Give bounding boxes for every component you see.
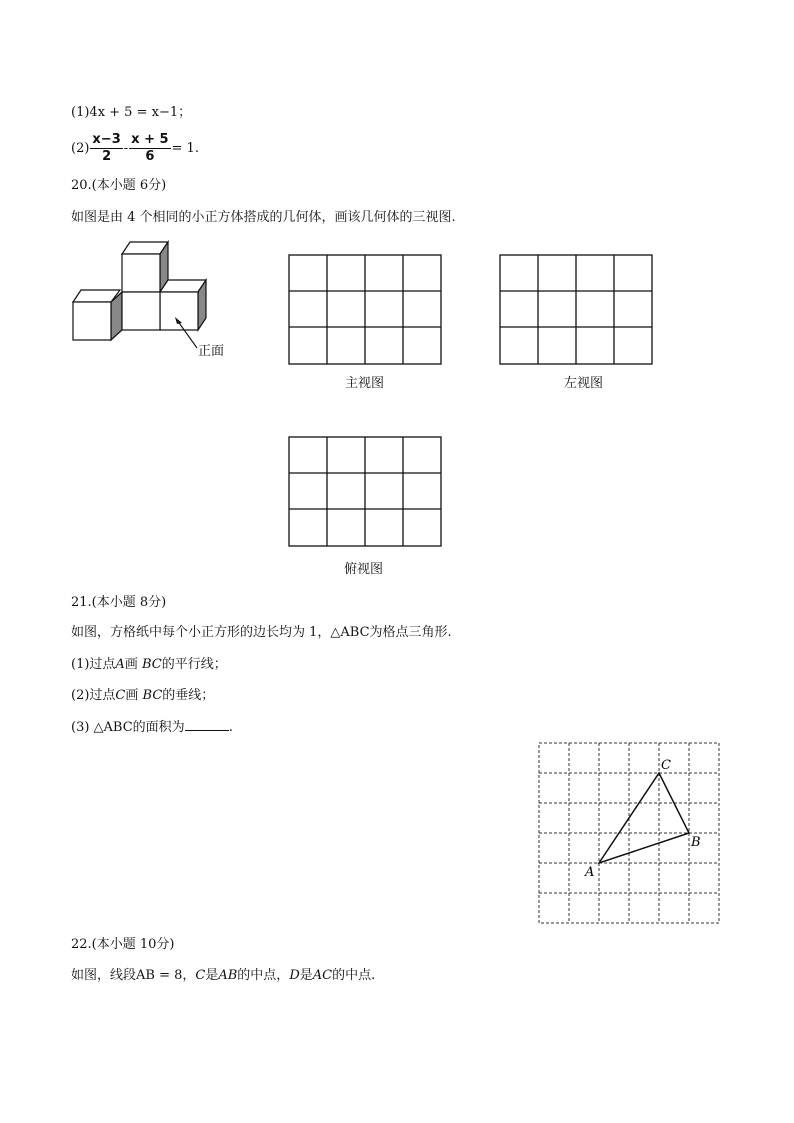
- segment-bc-2: BC: [142, 688, 163, 703]
- q22-header: 22.(本小题 10分): [71, 937, 175, 952]
- front-view-caption: 主视图: [345, 376, 385, 391]
- label-a: A: [585, 865, 595, 880]
- minus-sign: -: [123, 141, 129, 156]
- fraction-2: [129, 132, 170, 165]
- equation-1: [71, 104, 191, 122]
- fraction-2-denominator: 6: [145, 149, 155, 164]
- segment-ac: AC: [312, 968, 333, 983]
- equation-2-label: (2): [71, 141, 90, 156]
- left-view-caption: 左视图: [564, 376, 604, 391]
- q22-midpoint-2: 的中点.: [332, 968, 376, 983]
- equation-2: [71, 132, 199, 166]
- fraction-2-numerator: x + 5: [131, 132, 169, 147]
- q22-text: [71, 967, 375, 985]
- equation-1-label: (1): [71, 105, 90, 120]
- point-d: D: [289, 968, 300, 983]
- fraction-1-numerator: x−3: [92, 132, 121, 147]
- front-view-grid[interactable]: [288, 254, 442, 365]
- point-c-22: C: [195, 968, 206, 983]
- grid-paper-figure[interactable]: [537, 742, 721, 924]
- triangle-abc: [599, 773, 689, 863]
- fraction-1-denominator: 2: [102, 149, 112, 164]
- part-2-suffix: 的垂线；: [162, 688, 215, 703]
- q22-is-1: 是: [205, 968, 219, 983]
- q22-text-prefix: 如图，线段AB = 8，: [71, 968, 196, 983]
- equation-2-rhs: = 1.: [171, 141, 199, 156]
- q20-text: 如图是由 4 个相同的小正方体搭成的几何体，画该几何体的三视图.: [71, 210, 456, 225]
- part-3-suffix: .: [228, 720, 233, 735]
- q21-part-2: [71, 687, 214, 705]
- q21-part-1: [71, 656, 227, 674]
- part-1-verb: 画: [124, 657, 138, 672]
- part-3-prefix: (3) △ABC的面积为: [71, 720, 185, 735]
- segment-ab: AB: [218, 968, 238, 983]
- q21-header: 21.(本小题 8分): [71, 595, 167, 610]
- part-1-suffix: 的平行线；: [161, 657, 227, 672]
- top-view-grid[interactable]: [288, 436, 442, 547]
- q22-midpoint-1: 的中点，: [237, 968, 290, 983]
- label-b: B: [691, 835, 701, 850]
- point-c: C: [115, 688, 126, 703]
- part-1-prefix: (1)过点: [71, 657, 116, 672]
- top-view-caption: 俯视图: [344, 562, 384, 577]
- segment-bc: BC: [141, 657, 162, 672]
- answer-blank[interactable]: [185, 718, 229, 731]
- q20-header: 20.(本小题 6分): [71, 178, 167, 193]
- point-a: A: [115, 657, 125, 672]
- part-2-verb: 画: [125, 688, 139, 703]
- q21-part-3: [71, 718, 233, 737]
- q22-is-2: 是: [299, 968, 313, 983]
- left-view-grid[interactable]: [499, 254, 653, 365]
- front-label: 正面: [198, 344, 225, 359]
- q21-text: 如图，方格纸中每个小正方形的边长均为 1，△ABC为格点三角形.: [71, 625, 452, 640]
- part-2-prefix: (2)过点: [71, 688, 116, 703]
- label-c: C: [661, 758, 671, 773]
- fraction-1: [90, 132, 122, 165]
- equation-1-text: 4x + 5 = x−1；: [89, 105, 192, 120]
